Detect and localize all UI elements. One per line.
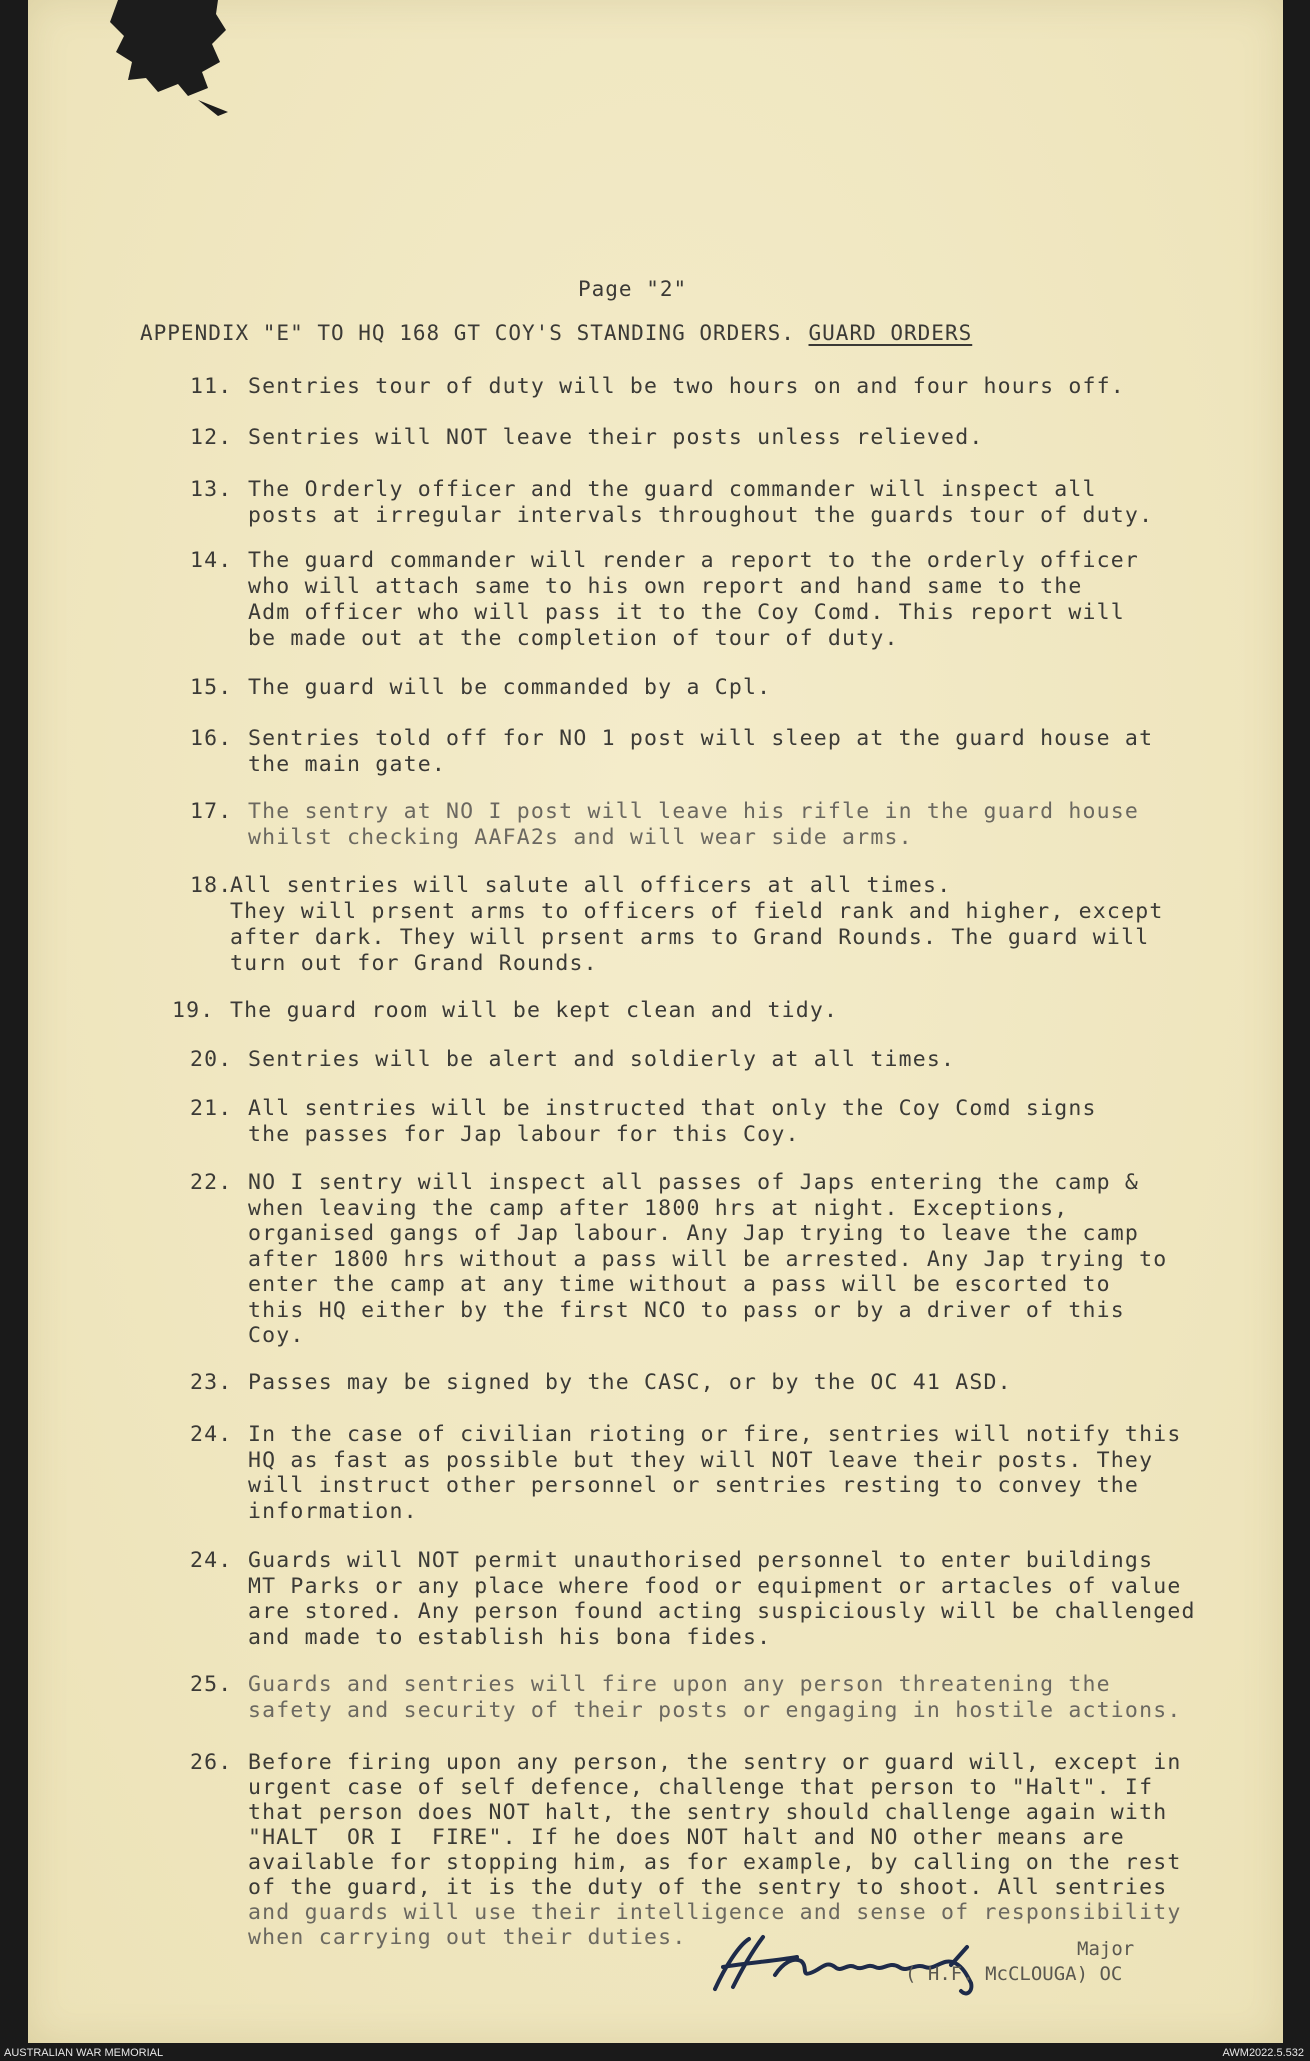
- order-text-line: available for stopping him, as for example, by calling on the rest: [248, 1850, 1182, 1875]
- order-number: 18.: [190, 873, 233, 898]
- order-text-line: The sentry at NO I post will leave his rifle in the guard house: [248, 799, 1140, 824]
- order-text-line: Sentries told off for NO 1 post will sleep at the guard house at: [248, 726, 1154, 751]
- order-text-line: after dark. They will prsent arms to Grand Rounds. The guard will: [230, 925, 1150, 950]
- order-text-line: The Orderly officer and the guard commander will inspect all: [248, 477, 1097, 502]
- order-text-line: The guard commander will render a report to the orderly officer: [248, 548, 1140, 573]
- order-text-line: MT Parks or any place where food or equipment or artacles of value: [248, 1573, 1182, 1599]
- torn-corner: [88, 0, 238, 120]
- archive-credit: AUSTRALIAN WAR MEMORIAL: [4, 2047, 164, 2059]
- order-text-line: this HQ either by the first NCO to pass or by a driver of this: [248, 1297, 1125, 1323]
- page-label: Page "2": [578, 277, 688, 301]
- order-number: 15.: [190, 675, 233, 700]
- order-text-line: posts at irregular intervals throughout the guards tour of duty.: [248, 503, 1154, 528]
- order-text-line: when carrying out their duties.: [248, 1925, 687, 1950]
- title-prefix: APPENDIX "E" TO HQ 168 GT COY'S STANDING ORDERS.: [140, 321, 809, 345]
- order-number: 22.: [190, 1170, 233, 1195]
- order-text-line: The guard will be commanded by a Cpl.: [248, 675, 772, 700]
- order-text-line: are stored. Any person found acting suspiciously will be challenged: [248, 1599, 1196, 1624]
- order-text-line: who will attach same to his own report and hand same to the: [248, 574, 1083, 599]
- order-text-line: Guards will NOT permit unauthorised personnel to enter buildings: [248, 1548, 1154, 1573]
- order-text-line: will instruct other personnel or sentries resting to convey the: [248, 1473, 1140, 1498]
- order-number: 25.: [190, 1672, 233, 1697]
- order-text-line: Coy.: [248, 1323, 305, 1348]
- order-text-line: NO I sentry will inspect all passes of Japs entering the camp &: [248, 1170, 1140, 1195]
- order-text-line: urgent case of self defence, challenge that person to "Halt". If: [248, 1775, 1154, 1800]
- order-text-line: of the guard, it is the duty of the sentry to shoot. All sentries: [248, 1875, 1168, 1900]
- order-text-line: In the case of civilian rioting or fire, sentries will notify this: [248, 1422, 1182, 1447]
- order-number: 21.: [190, 1096, 233, 1121]
- title-underlined: GUARD ORDERS: [808, 321, 973, 345]
- order-number: 13.: [190, 477, 233, 502]
- order-text-line: Sentries will NOT leave their posts unless relieved.: [248, 425, 984, 450]
- order-number: 24.: [190, 1548, 233, 1573]
- order-text-line: that person does NOT halt, the sentry should challenge again with: [248, 1800, 1168, 1825]
- order-text-line: Sentries tour of duty will be two hours on and four hours off.: [248, 374, 1125, 399]
- order-text-line: enter the camp at any time without a pass will be escorted to: [248, 1272, 1111, 1297]
- signatory-name: ( H.F. McCLOUGA) OC: [905, 1963, 1123, 1985]
- order-number: 20.: [190, 1047, 233, 1072]
- order-text-line: the main gate.: [248, 752, 447, 777]
- order-text-line: All sentries will salute all officers at all times.: [230, 873, 952, 898]
- order-text-line: be made out at the completion of tour of duty.: [248, 626, 899, 651]
- order-text-line: HQ as fast as possible but they will NOT leave their posts. They: [248, 1447, 1154, 1473]
- order-number: 19.: [172, 998, 215, 1023]
- order-text-line: Guards and sentries will fire upon any person threatening the: [248, 1672, 1111, 1697]
- order-number: 17.: [190, 799, 233, 824]
- order-number: 14.: [190, 548, 233, 573]
- appendix-title: [140, 321, 972, 345]
- order-text-line: and guards will use their intelligence and sense of responsibility: [248, 1900, 1182, 1925]
- order-text-line: the passes for Jap labour for this Coy.: [248, 1122, 800, 1147]
- order-text-line: Adm officer who will pass it to the Coy Comd. This report will: [248, 600, 1125, 625]
- signatory-rank: Major: [1077, 1938, 1135, 1960]
- order-text-line: Before firing upon any person, the sentry or guard will, except in: [248, 1750, 1182, 1775]
- order-text-line: Passes may be signed by the CASC, or by the OC 41 ASD.: [248, 1370, 1012, 1395]
- order-number: 11.: [190, 374, 233, 399]
- order-number: 12.: [190, 425, 233, 450]
- order-text-line: after 1800 hrs without a pass will be arrested. Any Jap trying to: [248, 1246, 1168, 1272]
- order-text-line: Sentries will be alert and soldierly at all times.: [248, 1047, 956, 1072]
- order-text-line: and made to establish his bona fides.: [248, 1624, 772, 1650]
- order-text-line: whilst checking AAFA2s and will wear side arms.: [248, 825, 913, 850]
- order-number: 23.: [190, 1370, 233, 1395]
- order-text-line: The guard room will be kept clean and tidy.: [230, 998, 839, 1023]
- order-number: 16.: [190, 726, 233, 751]
- order-text-line: safety and security of their posts or engaging in hostile actions.: [248, 1698, 1182, 1723]
- archive-reference: AWM2022.5.532: [1222, 2047, 1304, 2059]
- order-text-line: organised gangs of Jap labour. Any Jap trying to leave the camp: [248, 1221, 1140, 1246]
- order-text-line: turn out for Grand Rounds.: [230, 951, 598, 976]
- order-number: 26.: [190, 1750, 233, 1775]
- order-text-line: They will prsent arms to officers of field rank and higher, except: [230, 899, 1164, 924]
- order-number: 24.: [190, 1422, 233, 1447]
- order-text-line: information.: [248, 1498, 418, 1524]
- order-text-line: when leaving the camp after 1800 hrs at night. Exceptions,: [248, 1195, 1069, 1221]
- order-text-line: "HALT OR I FIRE". If he does NOT halt and NO other means are: [248, 1825, 1125, 1850]
- order-text-line: All sentries will be instructed that only the Coy Comd signs: [248, 1096, 1097, 1121]
